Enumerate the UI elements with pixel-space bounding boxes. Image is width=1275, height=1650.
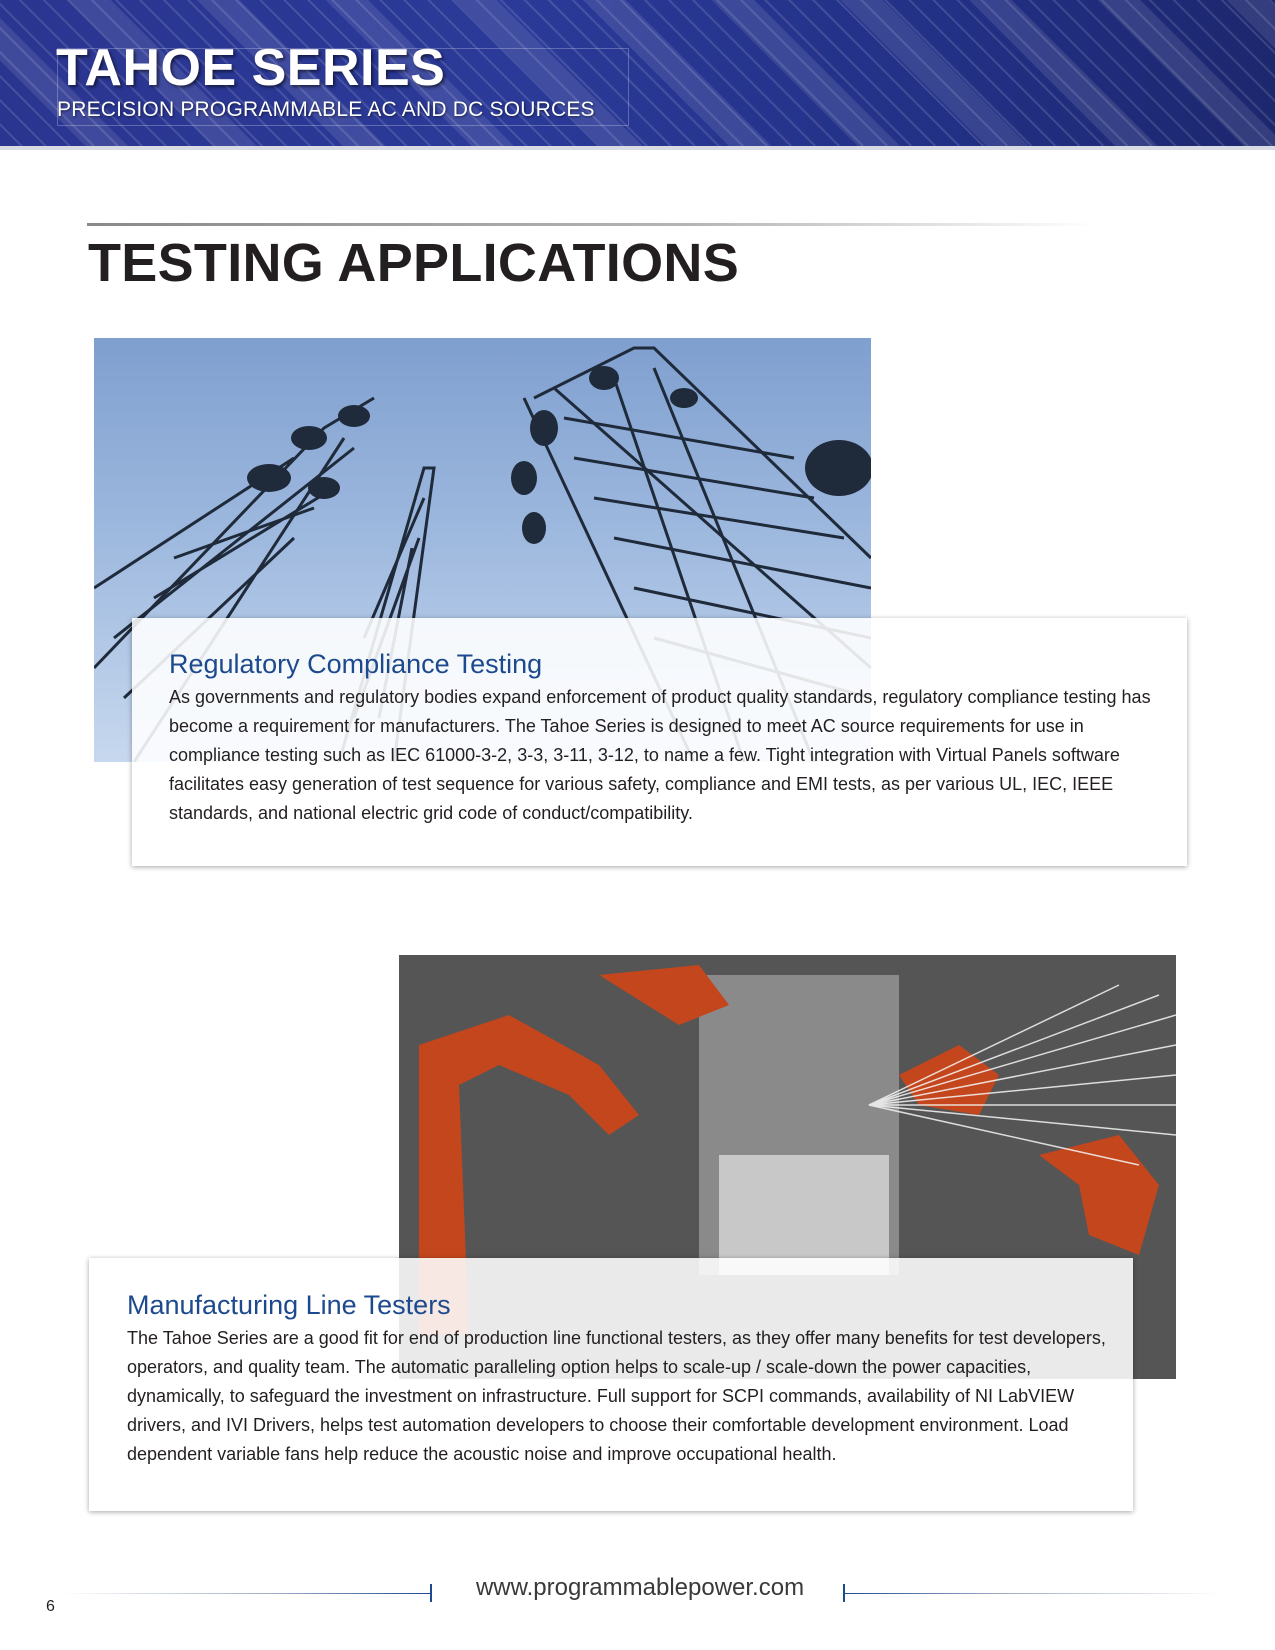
series-title: TAHOE SERIES — [56, 39, 446, 97]
page-title: TESTING APPLICATIONS — [88, 233, 740, 293]
footer-rule-right — [843, 1593, 1223, 1594]
regulatory-compliance-card — [132, 618, 1187, 866]
card-body: As governments and regulatory bodies expand enforcement of product quality standards, regulatory compliance testing has become a requirement for manufacturers. The Tahoe Series is designed to meet AC source requirements for use in compliance testing such as IEC 61000-3-2, 3-3, 3-11, 3-12, to name a few. Tight integration with Virtual Panels software facilitates easy generation of test sequence for various safety, compliance and EMI tests, as per various UL, IEC, IEEE standards, and national electric grid code of conduct/compatibility. — [169, 687, 1151, 823]
section-divider — [87, 223, 1097, 226]
card-body: The Tahoe Series are a good fit for end of production line functional testers, as they offer many benefits for test developers, operators, and quality team. The automatic paralleling option helps to scale-up / scale-down the power capacities, dynamically, to safeguard the investment on infrastructure. Full support for SCPI commands, availability of NI LabVIEW drivers, and IVI Drivers, helps test automation developers to choose their comfortable development environment. Load dependent variable fans help reduce the acoustic noise and improve occupational health. — [127, 1328, 1106, 1464]
footer-url-link[interactable]: www.programmablepower.com — [475, 1574, 805, 1601]
header-banner — [0, 0, 1275, 150]
footer-tick-left — [430, 1584, 432, 1602]
manufacturing-line-card — [89, 1258, 1133, 1511]
page-number: 6 — [46, 1598, 55, 1615]
card-heading: Manufacturing Line Testers — [127, 1290, 451, 1320]
card-heading: Regulatory Compliance Testing — [169, 649, 543, 679]
series-subtitle: PRECISION PROGRAMMABLE AC AND DC SOURCES — [57, 98, 595, 121]
footer-rule-left — [60, 1593, 430, 1594]
